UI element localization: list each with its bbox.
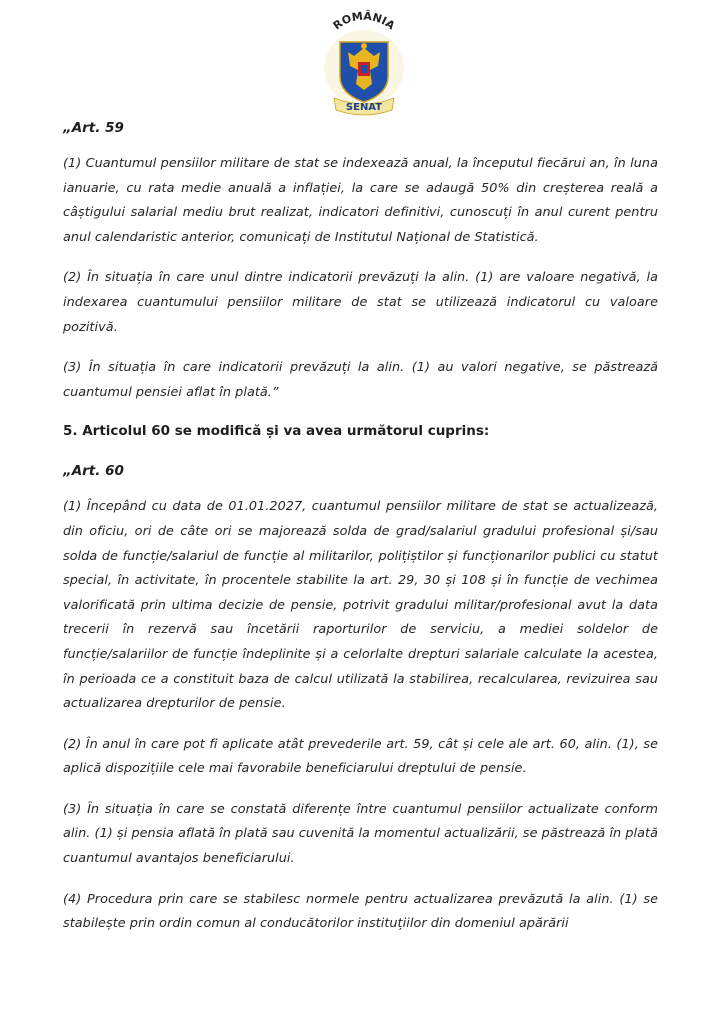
art59-paragraph-2: (2) În situația în care unul dintre indicatorii prevăzuți la alin. (1) are valoare negativă, la indexarea cuantumului pensiilor militare de stat se utilizează indicatorul cu valoare pozitivă. <box>63 270 658 335</box>
svg-text:ROMÂNIA <box>331 10 398 33</box>
logo-bottom-text: SENAT <box>345 102 383 113</box>
art60-paragraph-2: (2) În anul în care pot fi aplicate atât prevederile art. 59, cât și cele ale art. 60, alin. (1), se aplică dispozițiile cele mai favorabile beneficiarului dreptului de pensie. <box>63 736 658 777</box>
logo-top-text: ROMÂNIA <box>330 9 398 33</box>
article-60-title: „Art. 60 <box>63 463 124 480</box>
article-59-title: „Art. 59 <box>63 120 124 136</box>
art60-paragraph-3: (3) În situația în care se constată diferențe între cuantumul pensiilor actualizate conform alin. (1) și pensia aflată în plată sau cuvenită la momentul actualizării, se păstrează în plată cuantumul avantajos beneficiarului. <box>63 801 658 867</box>
art60-paragraph-4: (4) Procedura prin care se stabilesc normele pentru actualizarea prevăzută la alin. (1) se stabilește prin ordin comun al conducătorilor instituțiilor din domeniul apărării <box>63 891 658 932</box>
document-page <box>63 118 658 937</box>
art59-paragraph-1: (1) Cuantumul pensiilor militare de stat se indexează anual, la începutul fiecărui an, în luna ianuarie, cu rata medie anuală a inflației, la care se adaugă 50% din creșterea reală a câștigului salarial mediu brut realizat, indicatori definitivi, cunoscuți în anul curent pentru anul calendaristic anterior, comunicați de Institutul Național de Statistică. <box>63 156 658 245</box>
senat-romania-logo <box>318 6 410 118</box>
coat-of-arms-icon <box>318 6 410 118</box>
art59-paragraph-3: (3) În situația în care indicatorii prevăzuți la alin. (1) au valori negative, se păstrează cuantumul pensiei aflat în plată.” <box>63 360 658 400</box>
section-5-heading: 5. Articolul 60 se modifică și va avea următorul cuprins: <box>63 423 490 440</box>
art60-paragraph-1: (1) Începând cu data de 01.01.2027, cuantumul pensiilor militare de stat se actualizează, din oficiu, ori de câte ori se majorează solda de grad/salariul gradului profesional și/sau solda de funcție/salariul de funcție al militarilor, polițiștilor și funcționarilor publici cu statut special, în activitate, în procentele stabilite la art. 29, 30 și 108 și în funcție de vechimea valorificată prin ultima decizie de pensie, potrivit gradului militar/profesional avut la data trecerii în rezervă sau încetării raporturilor de serviciu, a mediei soldelor de funcție/salariilor de funcție îndeplinite și a celorlalte drepturi salariale calculate la acestea, în perioada ce a constituit baza de calcul utilizată la stabilirea, recalcularea, revizuirea sau actualizarea drepturilor de pensie. <box>63 499 658 712</box>
